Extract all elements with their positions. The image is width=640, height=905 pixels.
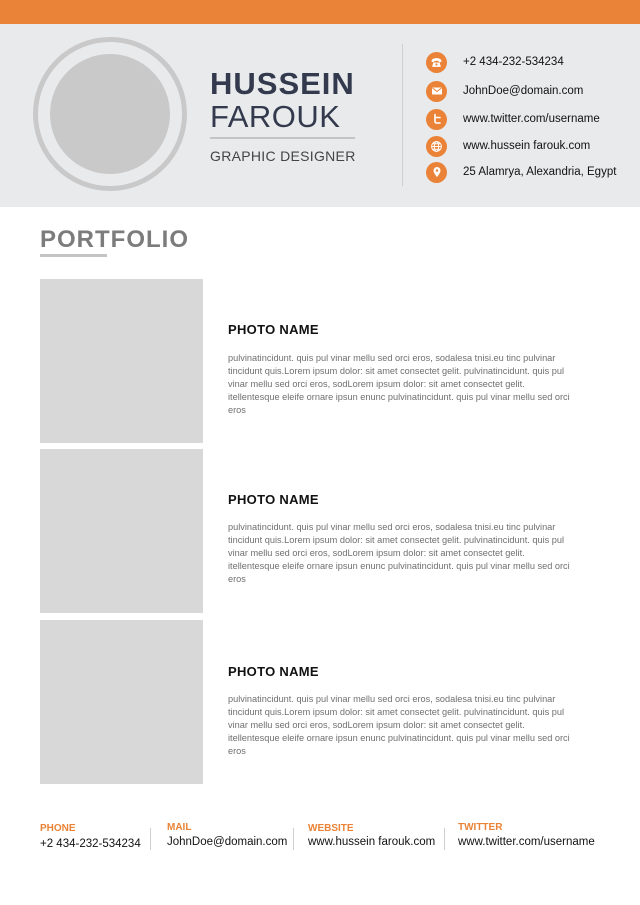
contact-address xyxy=(426,161,616,183)
footer-divider xyxy=(150,828,151,850)
portfolio-item-description: pulvinatincidunt. quis pul vinar mellu sed orci eros, sodalesa tnisi.eu tinc pulvinar tincidunt quis.Lorem ipsum dolor: sit amet consectet gelit. pulvinatincidunt. quis pul vinar mellu sed orci eros, sodLorem ipsum dolor: sit amet consectet gelit. itellentesque eleife ornare ipsun enunc pulvinatincidunt. quis pul vinar mellu sed orci eros xyxy=(228,522,570,584)
footer-divider xyxy=(444,828,445,850)
portfolio-heading-underline xyxy=(40,254,107,257)
portfolio-item-description: pulvinatincidunt. quis pul vinar mellu sed orci eros, sodalesa tnisi.eu tinc pulvinar tincidunt quis.Lorem ipsum dolor: sit amet consectet gelit. pulvinatincidunt. quis pul vinar mellu sed orci eros, sodLorem ipsum dolor: sit amet consectet gelit. itellentesque eleife ornare ipsun enunc pulvinatincidunt. quis pul vinar mellu sed orci eros xyxy=(228,694,570,756)
footer-mail-value: JohnDoe@domain.com xyxy=(167,836,288,848)
portfolio-item-title: PHOTO NAME xyxy=(228,492,319,507)
top-accent-bar xyxy=(0,0,640,24)
portfolio-photo-placeholder xyxy=(40,620,203,784)
profile-photo-inner xyxy=(50,54,170,174)
header-vertical-divider xyxy=(402,44,403,186)
contact-mail-text: JohnDoe@domain.com xyxy=(463,85,584,97)
contact-mail xyxy=(426,80,583,102)
portfolio-item-description: pulvinatincidunt. quis pul vinar mellu sed orci eros, sodalesa tnisi.eu tinc pulvinar tincidunt quis.Lorem ipsum dolor: sit amet consectet gelit. pulvinatincidunt. quis pul vinar mellu sed orci eros, sodLorem ipsum dolor: sit amet consectet gelit. itellentesque eleife ornare ipsun enunc pulvinatincidunt. quis pul vinar mellu sed orci eros xyxy=(228,353,570,415)
name-divider xyxy=(210,137,355,139)
footer-twitter-value[interactable]: www.twitter.com/username xyxy=(458,836,595,848)
portfolio-item-title: PHOTO NAME xyxy=(228,664,319,679)
phone-icon xyxy=(426,52,447,73)
footer-website-value[interactable]: www.hussein farouk.com xyxy=(308,836,436,848)
footer-twitter-label: TWITTER xyxy=(458,822,503,833)
footer-phone-value: +2 434-232-534234 xyxy=(40,838,141,850)
twitter-icon xyxy=(426,109,447,130)
first-name: HUSSEIN xyxy=(210,66,355,101)
profile-photo-placeholder xyxy=(33,37,187,191)
footer-mail-label: MAIL xyxy=(167,822,192,833)
contact-website-text[interactable]: www.hussein farouk.com xyxy=(463,140,591,152)
contact-twitter[interactable] xyxy=(426,108,600,130)
portfolio-photo-placeholder xyxy=(40,449,203,613)
mail-icon xyxy=(426,81,447,102)
portfolio-photo-placeholder xyxy=(40,279,203,443)
job-title: GRAPHIC DESIGNER xyxy=(210,148,356,164)
portfolio-heading: PORTFOLIO xyxy=(40,226,189,253)
contact-phone xyxy=(426,51,564,73)
contact-website[interactable] xyxy=(426,135,590,157)
contact-address-text: 25 Alamrya, Alexandria, Egypt xyxy=(463,166,617,178)
footer-phone-label: PHONE xyxy=(40,823,76,834)
contact-twitter-text[interactable]: www.twitter.com/username xyxy=(463,113,600,125)
footer-website-label: WEBSITE xyxy=(308,823,354,834)
portfolio-item-title: PHOTO NAME xyxy=(228,322,319,337)
last-name: FAROUK xyxy=(210,99,341,134)
globe-icon xyxy=(426,136,447,157)
contact-phone-text: +2 434-232-534234 xyxy=(463,56,564,68)
footer-divider xyxy=(293,828,294,850)
location-pin-icon xyxy=(426,162,447,183)
